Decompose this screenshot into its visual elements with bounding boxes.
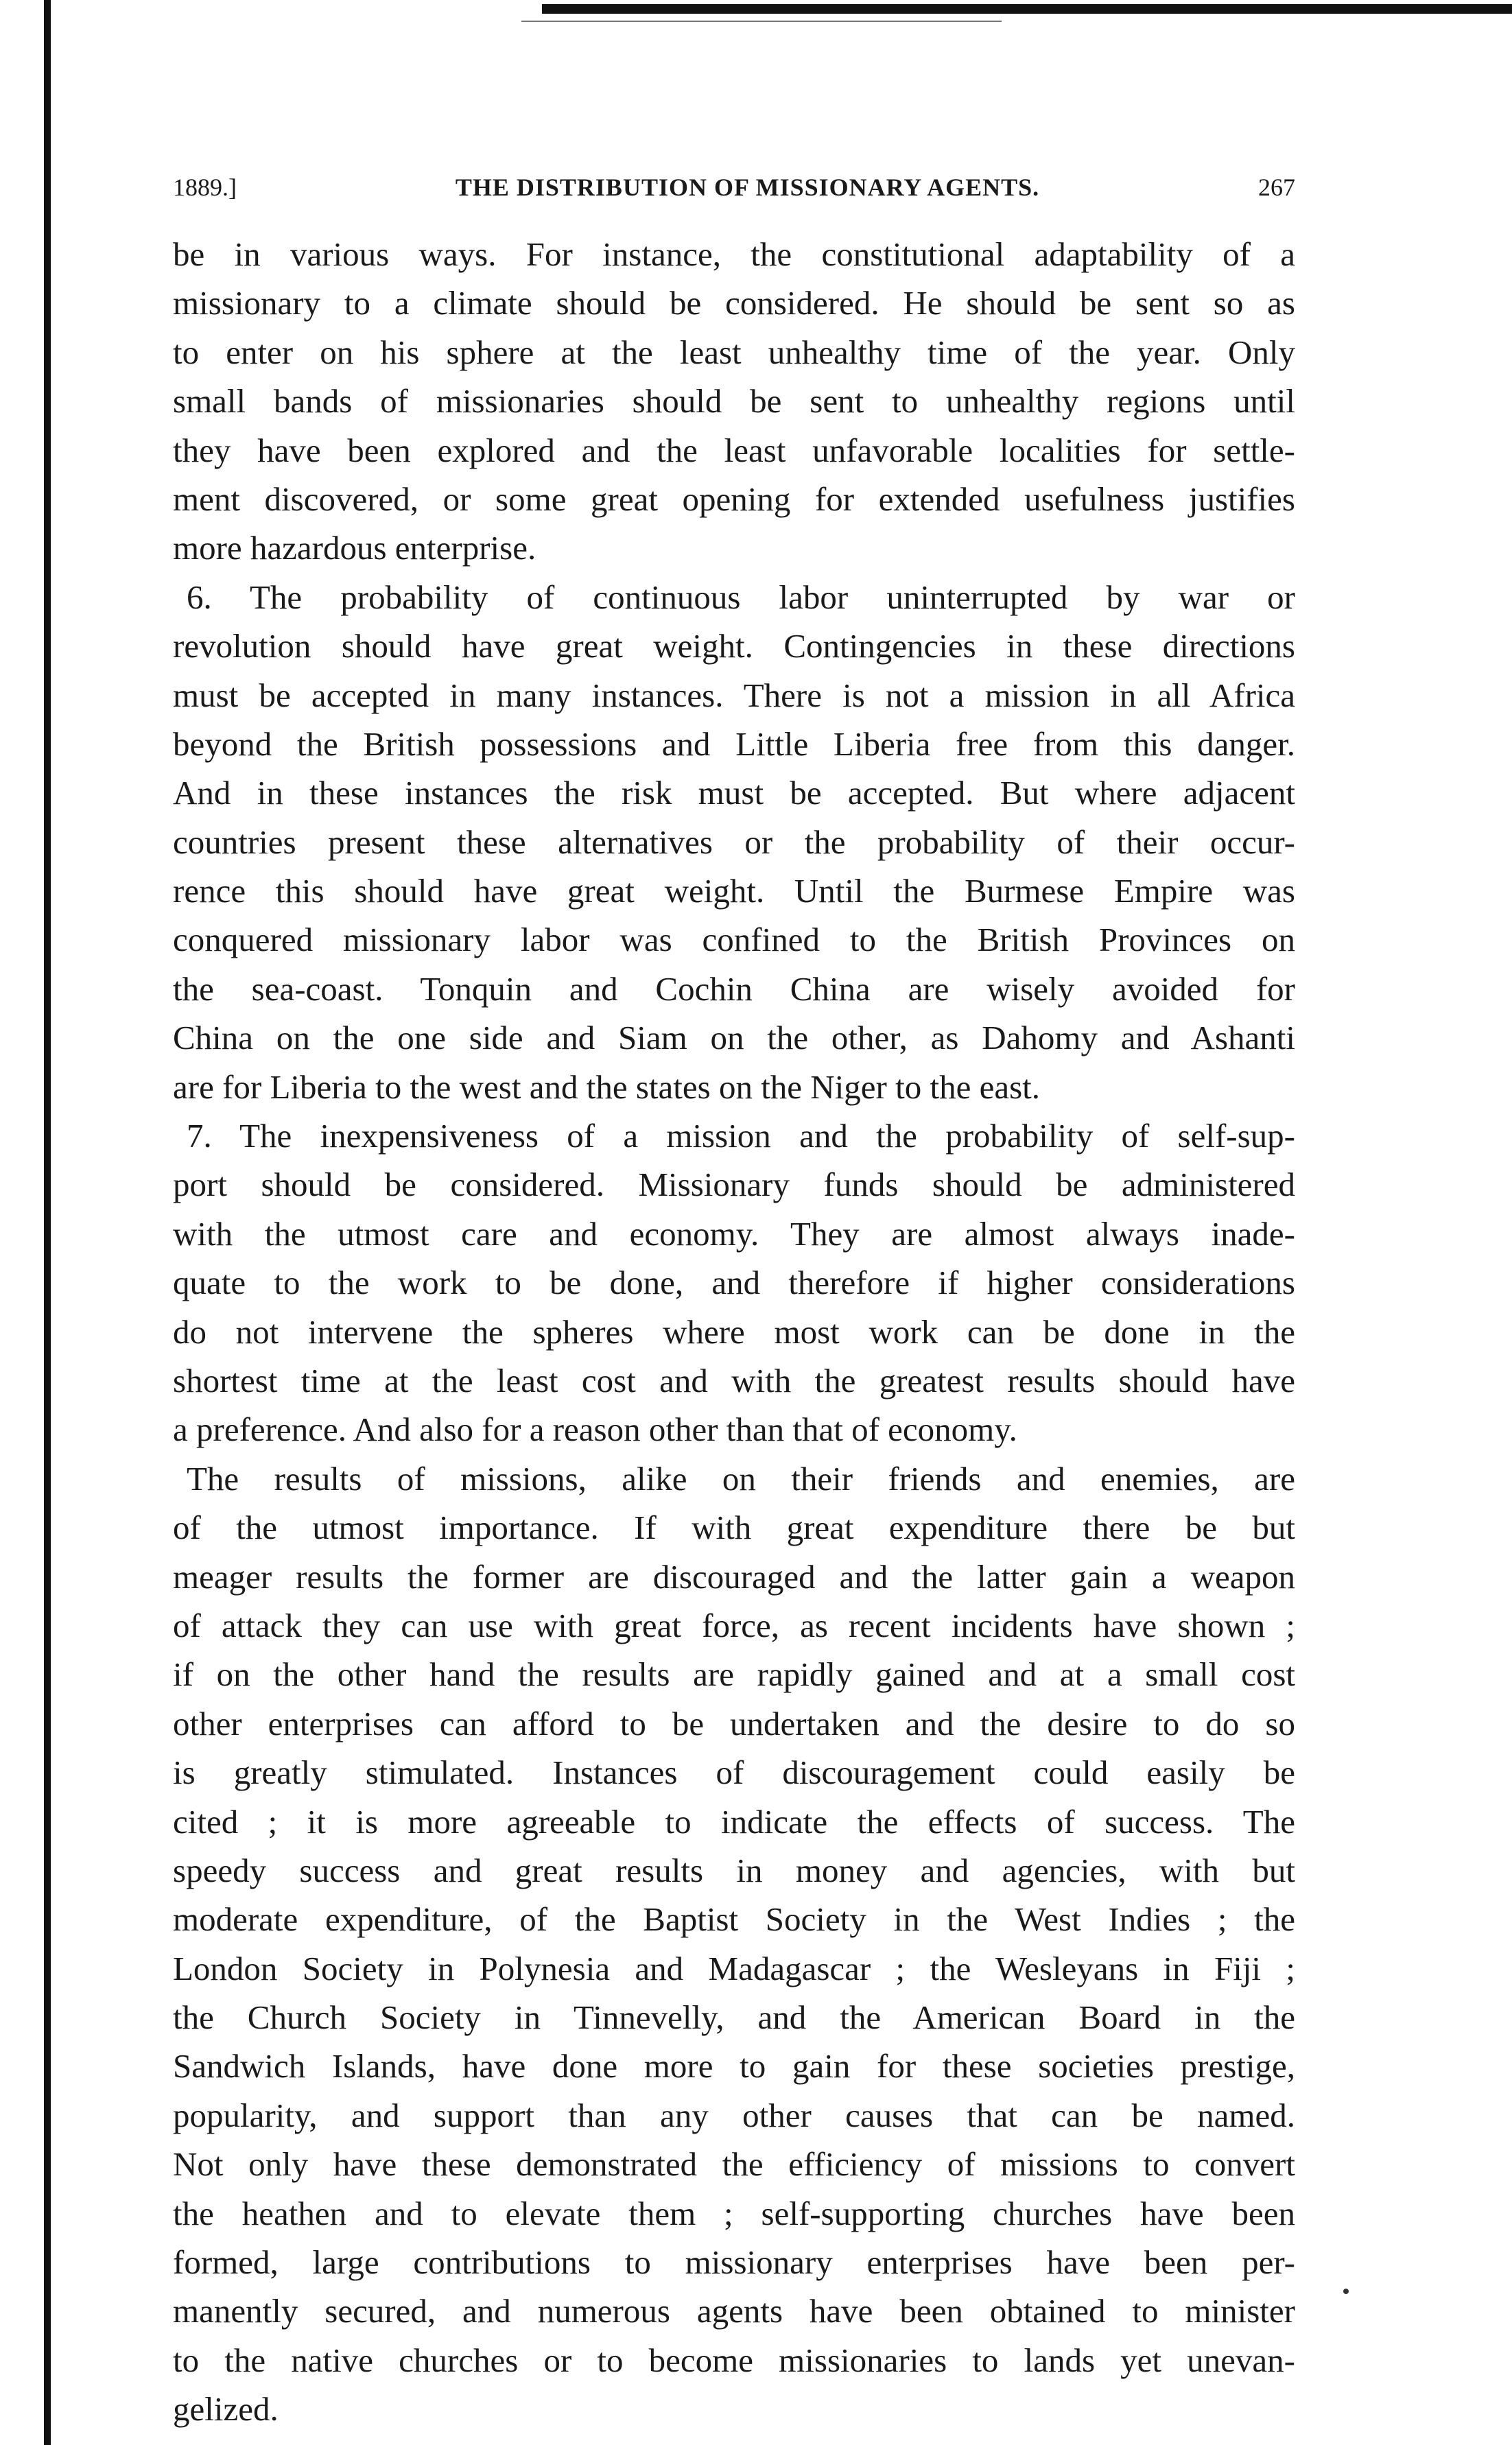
- text-line: to the native churches or to become missionaries to lands yet unevan-: [173, 2341, 1295, 2379]
- text-line: speedy success and great results in money and agencies, with but: [173, 1851, 1295, 1889]
- text-line: quate to the work to be done, and therefore if higher considerations: [173, 1264, 1295, 1302]
- text-line: other enterprises can afford to be undertaken and the desire to do so: [173, 1704, 1295, 1743]
- text-line: more hazardous enterprise.: [173, 529, 536, 567]
- text-line: Not only have these demonstrated the efficiency of missions to convert: [173, 2145, 1295, 2184]
- text-line: are for Liberia to the west and the states on the Niger to the east.: [173, 1067, 1041, 1106]
- text-line: conquered missionary labor was confined to the British Provinces on: [173, 921, 1295, 959]
- text-line: meager results the former are discouraged and the latter gain a weapon: [173, 1557, 1295, 1596]
- text-line: London Society in Polynesia and Madagascar ; the Wesleyans in Fiji ;: [173, 1949, 1295, 1987]
- text-line: small bands of missionaries should be sent to unhealthy regions until: [173, 382, 1295, 421]
- text-line: manently secured, and numerous agents have been obtained to minister: [173, 2292, 1295, 2330]
- text-line: 7. The inexpensiveness of a mission and the probability of self-sup-: [187, 1117, 1295, 1155]
- header-year: 1889.]: [173, 174, 237, 201]
- text-line: the Church Society in Tinnevelly, and the American Board in the: [173, 1998, 1295, 2037]
- text-line: revolution should have great weight. Contingencies in these directions: [173, 627, 1295, 665]
- top-rule: [542, 4, 1512, 14]
- text-line: must be accepted in many instances. There is not a mission in all Africa: [173, 676, 1295, 714]
- page-number: 267: [1257, 174, 1295, 201]
- text-line: gelized.: [173, 2390, 279, 2429]
- text-line: the sea-coast. Tonquin and Cochin China are wisely avoided for: [173, 969, 1295, 1008]
- body-text: [173, 230, 1295, 2434]
- running-header: [173, 173, 1295, 214]
- page-edge-bar: [44, 0, 51, 2445]
- text-line: 6. The probability of continuous labor uninterrupted by war or: [187, 578, 1295, 616]
- text-line: port should be considered. Missionary funds should be administered: [173, 1166, 1295, 1204]
- header-title: THE DISTRIBUTION OF MISSIONARY AGENTS.: [455, 174, 1040, 201]
- text-line: beyond the British possessions and Little Liberia free from this danger.: [173, 724, 1295, 763]
- text-line: they have been explored and the least unfavorable localities for settle-: [173, 431, 1295, 469]
- text-line: if on the other hand the results are rapidly gained and at a small cost: [173, 1655, 1295, 1694]
- text-line: missionary to a climate should be considered. He should be sent so as: [173, 284, 1295, 322]
- text-line: ment discovered, or some great opening for extended usefulness justifies: [173, 480, 1295, 518]
- text-line: moderate expenditure, of the Baptist Society in the West Indies ; the: [173, 1900, 1295, 1939]
- text-line: be in various ways. For instance, the constitutional adaptability of a: [173, 235, 1295, 273]
- text-line: countries present these alternatives or the probability of their occur-: [173, 823, 1295, 861]
- text-line: the heathen and to elevate them ; self-supporting churches have been: [173, 2194, 1295, 2232]
- text-line: And in these instances the risk must be accepted. But where adjacent: [173, 774, 1295, 812]
- text-line: is greatly stimulated. Instances of discouragement could easily be: [173, 1753, 1295, 1792]
- text-line: The results of missions, alike on their friends and enemies, are: [187, 1459, 1295, 1498]
- text-line: cited ; it is more agreeable to indicate the effects of success. The: [173, 1802, 1295, 1841]
- text-line: to enter on his sphere at the least unhealthy time of the year. Only: [173, 333, 1295, 371]
- text-line: formed, large contributions to missionary enterprises have been per-: [173, 2243, 1295, 2282]
- text-line: popularity, and support than any other causes that can be named.: [173, 2096, 1295, 2134]
- text-line: with the utmost care and economy. They are almost always inade-: [173, 1214, 1295, 1253]
- text-line: Sandwich Islands, have done more to gain for these societies prestige,: [173, 2047, 1295, 2086]
- text-line: do not intervene the spheres where most work can be done in the: [173, 1312, 1295, 1351]
- text-line: of attack they can use with great force, as recent incidents have shown ;: [173, 1606, 1295, 1644]
- margin-dot: [1343, 2289, 1349, 2294]
- text-line: China on the one side and Siam on the other, as Dahomy and Ashanti: [173, 1019, 1295, 1057]
- text-line: of the utmost importance. If with great expenditure there be but: [173, 1509, 1295, 1547]
- text-line: rence this should have great weight. Until the Burmese Empire was: [173, 872, 1295, 910]
- text-line: a preference. And also for a reason other than that of economy.: [173, 1410, 1017, 1449]
- top-thin-rule: [521, 21, 1002, 22]
- text-line: shortest time at the least cost and with the greatest results should have: [173, 1361, 1295, 1399]
